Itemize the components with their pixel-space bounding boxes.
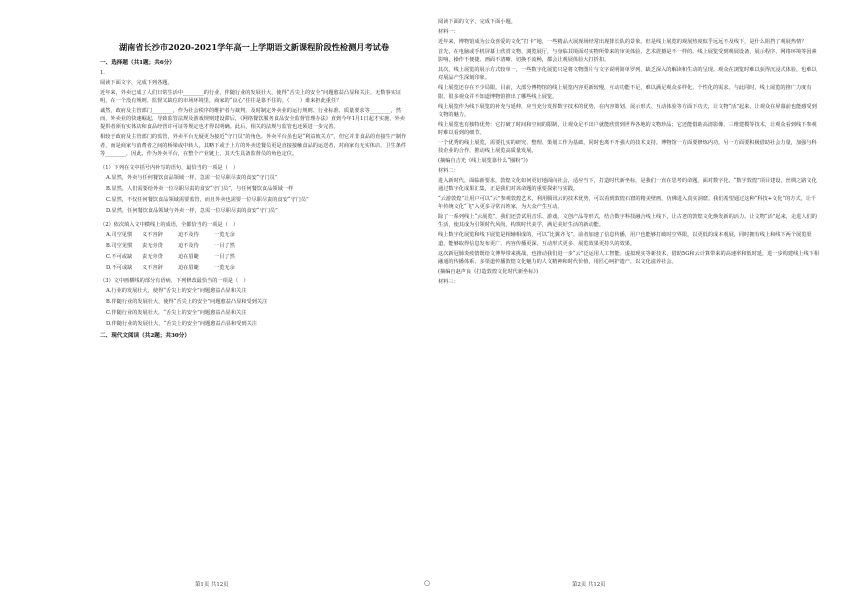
sub-question-3 (100, 277, 408, 328)
passage-paragraph: 近年来，外卖已成了人们日常生活中________的行业，伴随行业的发展壮大，使得“舌尖上的安全”问题愈益凸显和关注。无数事实证明，在一个没有规则、监督又缺位的市场环境里，商家的“良心”往往是靠不住的。（ ）谁来担此重任？ (100, 90, 401, 105)
option-cell: 一目了然 (214, 254, 235, 260)
page-number-right: 第2页 共12页 (572, 582, 606, 588)
option-c[interactable] (106, 253, 408, 260)
material-paragraph: “云游敦煌”让用户可以“云”参观敦煌艺术，利用腾讯云的技术优势，可以看到敦煌石窟的精美壁画，仿佛进入真实洞窟。我们希望通过这种“科技+文化”的方式，让千年传统文化“飞”入更多寻常百姓家，为大众产生互动。 (438, 196, 817, 211)
option-cell: 一览无余 (214, 265, 235, 271)
material-paragraph: 除了一系列线上“云展览”，我们还尝试用音乐、游戏、文创产品等形式，结合数字科技融合线上线下，让古老的敦煌文化焕发新的活力。让文物“活”起来，走进人们的生活，使其成为引领时代风尚、构筑时代美学，满足美好生活的新动能。 (438, 214, 817, 229)
option-cell: 责无旁贷 (142, 243, 163, 249)
option-cell: 责无旁贷 (142, 254, 163, 260)
material-source: (摘编自吉光《线上展览靠什么“圈粉”》) (438, 157, 528, 164)
exam-title: 湖南省长沙市2020-2021学年高一上学期语文新课程阶段性检测月考试卷 (118, 42, 390, 52)
question-stem: （1）下列在文中括号内补写的语句，最恰当的一项是（ ） (100, 164, 239, 171)
material-label: 材料一： (438, 29, 459, 36)
option-a[interactable]: A.显然，外卖与任何餐饮食品领域一样，急需一位尽职尽责的食安“守门员” (106, 174, 278, 181)
page-number-left: 第1页 共12页 (195, 582, 229, 588)
option-cell: 迫不及待 (178, 232, 199, 238)
option-d[interactable]: D.伴随行业的发展壮大，“舌尖上的安全”问题愈益凸显和受到关注 (106, 321, 257, 328)
material-paragraph: 线上展览还存在不少局限。目前，大部分博物馆的线上展览内容更新较慢，互动功能不足，难以满足观众多样化、个性化的需求。与此同时，线上展览的推广力度有限，很多观众并不知道博物馆推出了哪些线上展览。 (438, 85, 812, 100)
sub-question-2 (100, 221, 408, 271)
material-paragraph: 其次，线上展览的展示方式较单一，一些数字化展览只是将文物图片与文字说明简单罗列，缺乏深入的解读和生动的呈现。观众在浏览时难以获得沉浸式体验，也难以对展品产生深刻印象。 (438, 67, 817, 82)
option-cell: 义不容辞 (142, 265, 163, 271)
material-paragraph: 进入新时代，面临新要求，敦煌文化如何更好地面向社会，适应当下，打造时代新坐标，是我们一直在思考的命题。面对数字化，“数字敦煌”项目建设，丝绸之路文化通过数字化成果汇集，正是我们对该命题的重要探索与实践。 (438, 178, 817, 193)
page-right (430, 0, 860, 608)
question-stem: （3）文中画横线的部分有语病，下列修改最恰当的一项是（ ） (100, 278, 249, 284)
option-a[interactable]: A.行业的发展壮大，使得“舌尖上的安全”问题愈益凸显和关注 (106, 288, 247, 295)
question-stem: （2）依次填入文中横线上的成语，全都恰当的一项是（ ） (100, 221, 239, 228)
material-label: 材料二： (438, 168, 459, 174)
option-d[interactable] (106, 264, 408, 271)
option-cell: 义不容辞 (142, 232, 163, 238)
material-source: (摘编自赵声良《打造敦煌文化时代新坐标》) (438, 268, 539, 275)
material-label: 材料三： (438, 278, 459, 285)
binding-hole-icon: ○ (424, 579, 431, 587)
option-d[interactable]: D.显然，任何餐饮食品领域与外卖一样，急需一位尽职尽责的食安“守门员” (106, 207, 278, 214)
passage-paragraph: 相较于政府及主管部门的监管，外卖平台无疑更为接近“守门员”的角色。外卖平台虽也是“利益攸关方”，但它并非食品的直接生产制作者，而是商家与消费者之间的桥梁或中转人，其略下或于上方的外卖送餐员更是直接接触食品的运送者，对商家有无实体店、卫生条件等________，因此，作为外卖平台，在整个产业链上，其天生具备监督员的角色定位。 (100, 134, 407, 157)
option-cell: 一览无余 (214, 232, 235, 238)
intro-text: 阅读下面的文字，完成下面小题。 (438, 19, 516, 25)
option-b[interactable] (106, 242, 408, 249)
option-b[interactable]: B.显然，人们需要给外卖一位尽职尽责的食安“守门员”，与任何餐饮食品领域一样 (106, 185, 294, 192)
material-paragraph: 线上数字化展览和线下展览是相辅相成的，可以“比翼齐飞”。前者加速了信息传播，用户也能够打破时空界限，以更低的成本观展，同时拥有线上和线下两个展览渠道，能够取得信息发布更广、内容传播更深、互动形式更多、展览效果更持久的效果。 (438, 232, 812, 247)
option-cell: C.不可或缺 (106, 254, 133, 260)
option-cell: 一目了然 (214, 243, 235, 249)
material-paragraph: 首先，在电脑或手机屏幕上欣赏文物、浏览展厅，与身临其境面对实物所带来的审美体验，艺术震撼是不一样的。线上展览受到观展设备、展示程序、网络环境等因素影响，操作不便捷、画面不清晰、切换不流畅，都会让观展体验大打折扣。 (438, 49, 817, 64)
question-number: 1. (100, 70, 105, 76)
section-heading-reading: 二、现代文阅读（共2题；共30分） (100, 333, 190, 340)
sub-question-1 (100, 164, 408, 215)
material-paragraph: 一个优秀的线上展览，需要扎实的研究、整理、策划工作为基础，同时也离不开强大的技术支持。博物馆一方面要修炼内功，另一方面要积极借助社会力量，加强与科技企业的合作，推动线上展览高质量发展。 (438, 139, 817, 154)
material-paragraph: 这次新冠肺炎疫情既给文博界带来挑战，也推动我们进一步“云”泛运用人工智能、虚拟现实等新技术，借助5G和云计算带来的高速率和低时延，进一步构建线上线下相融通的传播体系，多渠道传播敦煌文化魅力的人文精神和时代价值，用匠心呵护遗产，以文化滋养社会。 (438, 250, 820, 265)
option-cell: 迫在眉睫 (178, 265, 199, 271)
passage-paragraph: 诚然，政府及主管部门________，作为社会秩序的维护者与裁判，及时制定外卖业的运行规则、行业标准、质量要求等________，然而，外卖业的快速崛起，导致监管法规及游戏规则建设滞后，《网络餐饮服务食品安全监督管理办法》直到今年1月1日起才实施，外卖提供者须有实体店和食品经营许可证等规定也才得以明确。此后，相关的法规与监管也还须进一步完善。 (100, 108, 405, 131)
option-b[interactable]: B.伴随行业的发展壮大，使得“舌尖上的安全”问题愈益凸显和受到关注 (106, 299, 268, 306)
option-c[interactable]: C.显然，不仅任何餐饮食品领域需要监管，而且外卖也需要一位尽职尽责的食安“守门员” (106, 196, 309, 203)
material-paragraph: 线上展览作为线下展览的补充与延伸，应当充分发挥数字技术的优势，在内容策划、展示形式、互动体验等方面下功夫，让文物“活”起来，让观众在屏幕前也能感受到文物的魅力。 (438, 103, 817, 118)
material-paragraph: 近年来，博物馆成为公众喜爱的文化“打卡”地，一些精品大展现场经常出现排长队的景象。但是线上展览的观展热度似乎远远不及线下，是什么阻挡了观展热情？ (438, 39, 807, 46)
option-cell: A.司空见惯 (106, 232, 133, 238)
option-a[interactable] (106, 231, 408, 238)
instruction-text: 阅读下面文字，完成下列各题。 (100, 80, 173, 87)
option-cell: D.不可或缺 (106, 265, 133, 271)
option-cell: 迫不及待 (178, 243, 199, 249)
option-cell: B.司空见惯 (106, 243, 133, 249)
option-c[interactable]: C.伴随行业的发展壮大，“舌尖上的安全”问题愈益凸显和关注 (106, 310, 247, 317)
material-paragraph: 线上展览也有独特优势：它打破了时间和空间的限制，让观众足不出户就能欣赏到世界各地的文物珍品；它还能借助高清影像、三维建模等技术，让观众看到线下参观时难以看到的细节。 (438, 121, 817, 136)
option-cell: 迫在眉睫 (178, 254, 199, 260)
section-heading-choice: 一、选择题（共1题；共6分） (100, 60, 175, 66)
